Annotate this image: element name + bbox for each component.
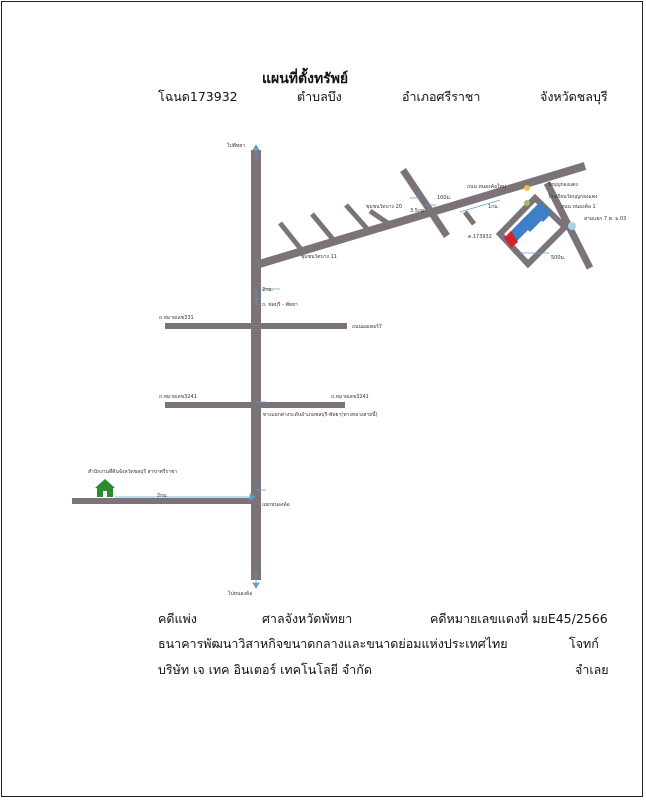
subdistrict: ตำบลบึง	[297, 89, 342, 104]
label-road-331: ถ.หมายเลข331	[159, 315, 194, 321]
label-road-nongkho-new: ถนน หนองค้อใหม่	[467, 184, 506, 190]
label-road-3241-right: ถ.หมายเลข3241	[331, 394, 369, 400]
label-1km: 1กม.	[488, 204, 500, 210]
label-2km-main: 2กม.	[262, 287, 274, 293]
label-soi-20: ชุมชนวัดบาง 20	[366, 204, 402, 210]
plaintiff-role: โจทก์	[569, 636, 599, 651]
label-road-3241-left: ถ.หมายเลข3241	[159, 394, 197, 400]
label-500m: 500ม.	[551, 255, 566, 261]
label-3-5km: 3.5กม.	[410, 208, 426, 214]
map-title: แผนที่ตั้งทรัพย์	[262, 71, 349, 87]
defendant-name: บริษัท เจ เทค อินเตอร์ เทคโนโลยี จำกัด	[158, 662, 372, 677]
court-name: ศาลจังหวัดพัทยา	[262, 611, 353, 626]
label-to-pattaya: ไปพัทยา	[227, 143, 246, 149]
label-wat: วัดบุญกองแตง	[547, 182, 578, 188]
label-2km-left: 2กม.	[157, 493, 169, 499]
distance-arrows	[115, 145, 549, 588]
soi-line	[312, 214, 336, 243]
label-ban-suan: แยกหนองค้อ	[262, 502, 290, 508]
school-marker	[524, 200, 530, 206]
soi-line	[403, 170, 447, 236]
case-type: คดีแพ่ง	[158, 611, 197, 626]
label-chonburi-pattaya: ถ. ชลบุรี - พัทยา	[262, 302, 298, 308]
label-parcel: ต.173932	[468, 234, 492, 240]
label-to-nongkho: ไปหนองค้อ	[228, 591, 253, 597]
label-soi-11: ชุมชนวัดบาง 11	[301, 254, 337, 260]
label-intersection: ทางแยกต่างระดับอำเภอชลบุรี-พัทยา(ทางหลวงสายนี้)	[263, 412, 378, 418]
case-number: คดีหมายเลขแดงที่ มยE45/2566	[430, 611, 608, 626]
label-sanitation: สามแยก 7 ต. ม.03	[584, 216, 627, 222]
soi-line	[280, 223, 304, 253]
label-school: โรงเรียนวัดบุญกองแตง	[548, 194, 598, 200]
label-road-7: ถนนมอเตอร์7	[352, 324, 382, 330]
soi-line	[465, 212, 474, 224]
wat-marker	[524, 185, 530, 191]
road-network	[72, 150, 590, 580]
house-icon	[95, 479, 115, 497]
deed-number: โฉนด173932	[158, 89, 238, 104]
defendant-role: จำเลย	[575, 662, 609, 677]
district: อำเภอศรีราชา	[402, 89, 481, 104]
label-road-nongkho-1: ถนน หนองค้อ 1	[561, 204, 596, 210]
label-land-office: สำนักงานที่ดินจังหวัดชลบุรี สาขาศรีราชา	[88, 469, 178, 475]
plaintiff-name: ธนาคารพัฒนาวิสาหกิจขนาดกลางและขนาดย่อมแห่งประเทศไทย	[158, 636, 508, 651]
sanitation-marker	[568, 222, 576, 230]
province: จังหวัดชลบุรี	[540, 89, 608, 104]
label-100m: 100ม.	[437, 195, 452, 201]
